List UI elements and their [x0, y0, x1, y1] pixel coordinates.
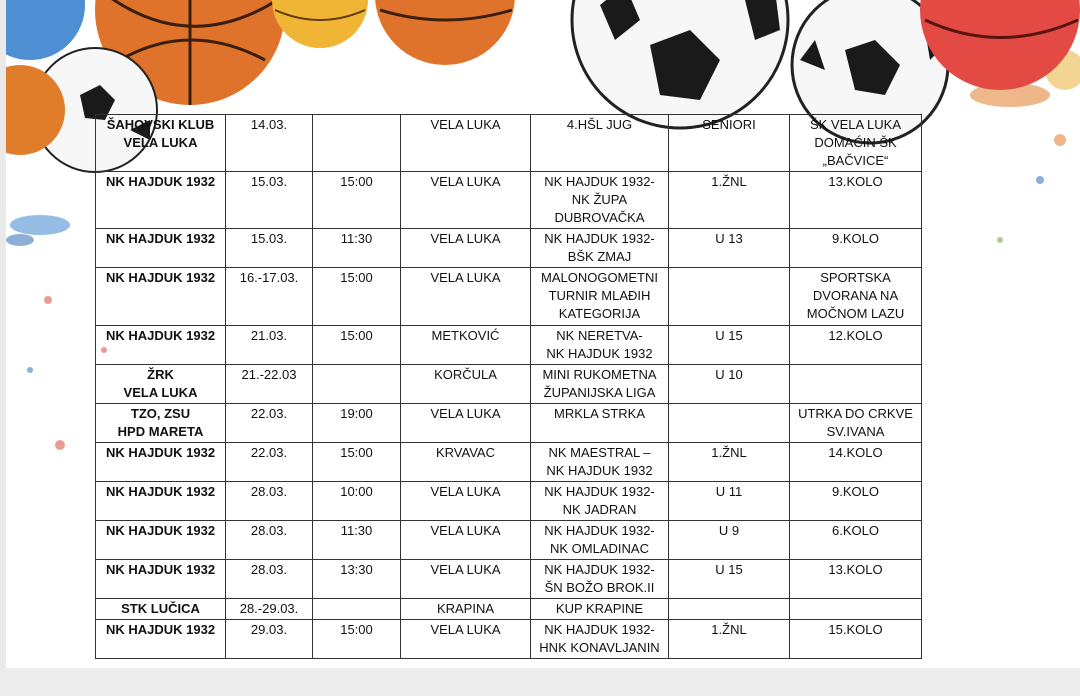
note-text: 9.KOLO	[832, 484, 879, 499]
time-text: 15:00	[340, 174, 373, 189]
event-cell	[531, 620, 669, 659]
time-text: 10:00	[340, 484, 373, 499]
place-cell	[401, 115, 531, 172]
note-text: SV.IVANA	[826, 424, 885, 439]
place-text: VELA LUKA	[430, 562, 501, 577]
time-text: 15:00	[340, 445, 373, 460]
club-text: NK HAJDUK 1932	[105, 622, 216, 637]
event-text: MALONOGOMETNI	[540, 270, 658, 285]
frame-edge-left	[0, 0, 6, 696]
place-cell	[401, 326, 531, 365]
place-cell	[401, 620, 531, 659]
club-text: ŠAHOVSKI KLUB	[106, 117, 215, 132]
table-row	[96, 404, 922, 443]
category-cell	[669, 443, 790, 482]
event-text: NK HAJDUK 1932-	[544, 622, 655, 637]
table-row	[96, 326, 922, 365]
note-text: SPORTSKA	[820, 270, 891, 285]
club-cell	[96, 482, 226, 521]
place-text: KORČULA	[434, 367, 497, 382]
place-text: KRAPINA	[436, 601, 495, 616]
time-cell	[313, 521, 401, 560]
note-cell	[790, 365, 922, 404]
note-text: UTRKA DO CRKVE	[798, 406, 913, 421]
event-text: ŽUPANIJSKA LIGA	[543, 385, 656, 400]
event-cell	[531, 268, 669, 326]
category-cell	[669, 326, 790, 365]
time-text: 11:30	[340, 231, 373, 246]
event-cell	[531, 443, 669, 482]
time-cell	[313, 365, 401, 404]
place-text: VELA LUKA	[430, 622, 501, 637]
event-text: ŠN BOŽO BROK.II	[544, 580, 655, 595]
club-cell	[96, 620, 226, 659]
time-text: 15:00	[340, 328, 373, 343]
category-text: SENIORI	[702, 117, 756, 132]
place-text: VELA LUKA	[430, 406, 501, 421]
place-text: KRVAVAC	[435, 445, 495, 460]
event-cell	[531, 521, 669, 560]
date-cell	[226, 620, 313, 659]
date-text: 15.03.	[250, 174, 288, 189]
place-text: VELA LUKA	[430, 174, 501, 189]
date-text: 29.03.	[250, 622, 288, 637]
table-row	[96, 443, 922, 482]
club-cell	[96, 560, 226, 599]
event-cell	[531, 365, 669, 404]
place-cell	[401, 404, 531, 443]
time-text: 13:30	[340, 562, 373, 577]
category-text: U 10	[715, 367, 743, 382]
event-text: NK HAJDUK 1932-	[544, 484, 655, 499]
category-text: U 15	[715, 562, 743, 577]
time-cell	[313, 326, 401, 365]
event-text: DUBROVAČKA	[554, 210, 645, 225]
note-text: DOMAĆIN ŠK	[814, 135, 897, 150]
time-cell	[313, 620, 401, 659]
time-cell	[313, 115, 401, 172]
note-cell	[790, 599, 922, 620]
club-text: VELA LUKA	[123, 135, 198, 150]
time-cell	[313, 229, 401, 268]
note-cell	[790, 268, 922, 326]
note-cell	[790, 229, 922, 268]
note-cell	[790, 482, 922, 521]
club-cell	[96, 521, 226, 560]
event-text: NK OMLADINAC	[550, 541, 649, 556]
note-cell	[790, 620, 922, 659]
date-text: 28.03.	[250, 523, 288, 538]
note-text: ŠK VELA LUKA	[809, 117, 902, 132]
club-cell	[96, 229, 226, 268]
club-text: STK LUČICA	[121, 601, 200, 616]
category-cell	[669, 560, 790, 599]
note-text: MOČNOM LAZU	[806, 306, 905, 321]
soccer-ball-icon	[572, 0, 788, 128]
basketball-icon	[272, 0, 368, 48]
note-text: 9.KOLO	[832, 231, 879, 246]
note-cell	[790, 560, 922, 599]
category-cell	[669, 172, 790, 229]
date-text: 21.03.	[250, 328, 288, 343]
date-cell	[226, 365, 313, 404]
club-text: NK HAJDUK 1932	[105, 445, 216, 460]
club-text: VELA LUKA	[123, 385, 198, 400]
time-cell	[313, 404, 401, 443]
club-text: NK HAJDUK 1932	[105, 562, 216, 577]
event-cell	[531, 172, 669, 229]
date-text: 16.-17.03.	[239, 270, 299, 285]
table-row	[96, 521, 922, 560]
club-cell	[96, 172, 226, 229]
club-cell	[96, 115, 226, 172]
note-cell	[790, 115, 922, 172]
category-text: 1.ŽNL	[711, 174, 747, 189]
place-cell	[401, 365, 531, 404]
time-cell	[313, 560, 401, 599]
event-cell	[531, 482, 669, 521]
club-text: ŽRK	[147, 367, 174, 382]
event-text: TURNIR MLAĐIH	[548, 288, 651, 303]
place-text: VELA LUKA	[430, 231, 501, 246]
date-cell	[226, 268, 313, 326]
place-cell	[401, 172, 531, 229]
category-cell	[669, 482, 790, 521]
event-text: NK HAJDUK 1932-	[544, 174, 655, 189]
date-text: 28.03.	[250, 562, 288, 577]
event-text: NK HAJDUK 1932-	[544, 562, 655, 577]
club-text: NK HAJDUK 1932	[105, 174, 216, 189]
note-cell	[790, 172, 922, 229]
table-row	[96, 268, 922, 326]
club-cell	[96, 599, 226, 620]
event-cell	[531, 326, 669, 365]
table-row	[96, 172, 922, 229]
event-text: NK ŽUPA	[571, 192, 628, 207]
time-cell	[313, 599, 401, 620]
note-text: 6.KOLO	[832, 523, 879, 538]
time-cell	[313, 268, 401, 326]
category-cell	[669, 268, 790, 326]
place-cell	[401, 443, 531, 482]
club-cell	[96, 404, 226, 443]
event-text: NK JADRAN	[562, 502, 637, 517]
event-text: NK HAJDUK 1932-	[544, 523, 655, 538]
event-text: KUP KRAPINE	[555, 601, 644, 616]
event-text: KATEGORIJA	[558, 306, 641, 321]
date-cell	[226, 560, 313, 599]
table-row	[96, 620, 922, 659]
event-text: NK HAJDUK 1932-	[544, 231, 655, 246]
place-text: VELA LUKA	[430, 523, 501, 538]
date-text: 22.03.	[250, 406, 288, 421]
date-text: 21.-22.03	[241, 367, 297, 382]
event-cell	[531, 229, 669, 268]
table-row	[96, 599, 922, 620]
time-text: 15:00	[340, 270, 373, 285]
table-row	[96, 560, 922, 599]
place-cell	[401, 521, 531, 560]
note-text: 15.KOLO	[828, 622, 883, 637]
place-cell	[401, 229, 531, 268]
date-cell	[226, 229, 313, 268]
club-cell	[96, 443, 226, 482]
place-text: VELA LUKA	[430, 117, 501, 132]
note-text: 12.KOLO	[828, 328, 883, 343]
date-cell	[226, 404, 313, 443]
event-text: MINI RUKOMETNA	[542, 367, 657, 382]
place-cell	[401, 560, 531, 599]
club-cell	[96, 326, 226, 365]
place-cell	[401, 482, 531, 521]
basketball-icon	[0, 0, 85, 60]
event-cell	[531, 599, 669, 620]
time-text: 11:30	[340, 523, 373, 538]
event-text: NK NERETVA-	[556, 328, 643, 343]
date-text: 22.03.	[250, 445, 288, 460]
date-text: 28.-29.03.	[239, 601, 299, 616]
note-cell	[790, 443, 922, 482]
date-cell	[226, 521, 313, 560]
club-text: NK HAJDUK 1932	[105, 328, 216, 343]
event-cell	[531, 560, 669, 599]
time-cell	[313, 482, 401, 521]
club-text: NK HAJDUK 1932	[105, 523, 216, 538]
place-text: VELA LUKA	[430, 270, 501, 285]
category-text: U 11	[715, 484, 743, 499]
event-text: MRKLA STRKA	[553, 406, 646, 421]
note-cell	[790, 326, 922, 365]
category-cell	[669, 404, 790, 443]
note-cell	[790, 404, 922, 443]
category-text: U 13	[715, 231, 743, 246]
category-cell	[669, 599, 790, 620]
place-cell	[401, 268, 531, 326]
event-text: NK HAJDUK 1932	[546, 463, 653, 478]
category-cell	[669, 365, 790, 404]
date-cell	[226, 172, 313, 229]
category-cell	[669, 521, 790, 560]
table-row	[96, 365, 922, 404]
date-text: 15.03.	[250, 231, 288, 246]
club-text: NK HAJDUK 1932	[105, 270, 216, 285]
event-text: BŠK ZMAJ	[567, 249, 632, 264]
date-text: 28.03.	[250, 484, 288, 499]
note-text: 13.KOLO	[828, 562, 883, 577]
category-cell	[669, 620, 790, 659]
category-cell	[669, 115, 790, 172]
basketball-icon	[375, 0, 515, 65]
category-text: U 15	[715, 328, 743, 343]
event-text: 4.HŠL JUG	[566, 117, 633, 132]
event-cell	[531, 115, 669, 172]
event-text: NK HAJDUK 1932	[546, 346, 653, 361]
event-text: HNK KONAVLJANIN	[539, 640, 660, 655]
club-text: NK HAJDUK 1932	[105, 484, 216, 499]
club-cell	[96, 365, 226, 404]
date-cell	[226, 443, 313, 482]
time-cell	[313, 172, 401, 229]
category-cell	[669, 229, 790, 268]
note-text: 14.KOLO	[828, 445, 883, 460]
date-cell	[226, 599, 313, 620]
note-cell	[790, 521, 922, 560]
time-text: 15:00	[340, 622, 373, 637]
club-cell	[96, 268, 226, 326]
category-text: U 9	[718, 523, 740, 538]
club-text: HPD MARETA	[117, 424, 204, 439]
place-text: VELA LUKA	[430, 484, 501, 499]
date-cell	[226, 482, 313, 521]
category-text: 1.ŽNL	[711, 445, 747, 460]
schedule-table	[95, 114, 922, 659]
table-row	[96, 482, 922, 521]
date-text: 14.03.	[250, 117, 288, 132]
note-text: „BAČVICE“	[822, 153, 889, 168]
schedule-rows	[96, 115, 922, 659]
club-text: NK HAJDUK 1932	[105, 231, 216, 246]
date-cell	[226, 115, 313, 172]
frame-edge-bottom	[0, 668, 1080, 696]
time-cell	[313, 443, 401, 482]
date-cell	[226, 326, 313, 365]
event-cell	[531, 404, 669, 443]
club-text: TZO, ZSU	[130, 406, 191, 421]
table-row	[96, 115, 922, 172]
place-text: METKOVIĆ	[431, 328, 500, 343]
event-text: NK MAESTRAL –	[548, 445, 651, 460]
place-cell	[401, 599, 531, 620]
note-text: DVORANA NA	[812, 288, 899, 303]
table-row	[96, 229, 922, 268]
category-text: 1.ŽNL	[711, 622, 747, 637]
note-text: 13.KOLO	[828, 174, 883, 189]
time-text: 19:00	[340, 406, 373, 421]
